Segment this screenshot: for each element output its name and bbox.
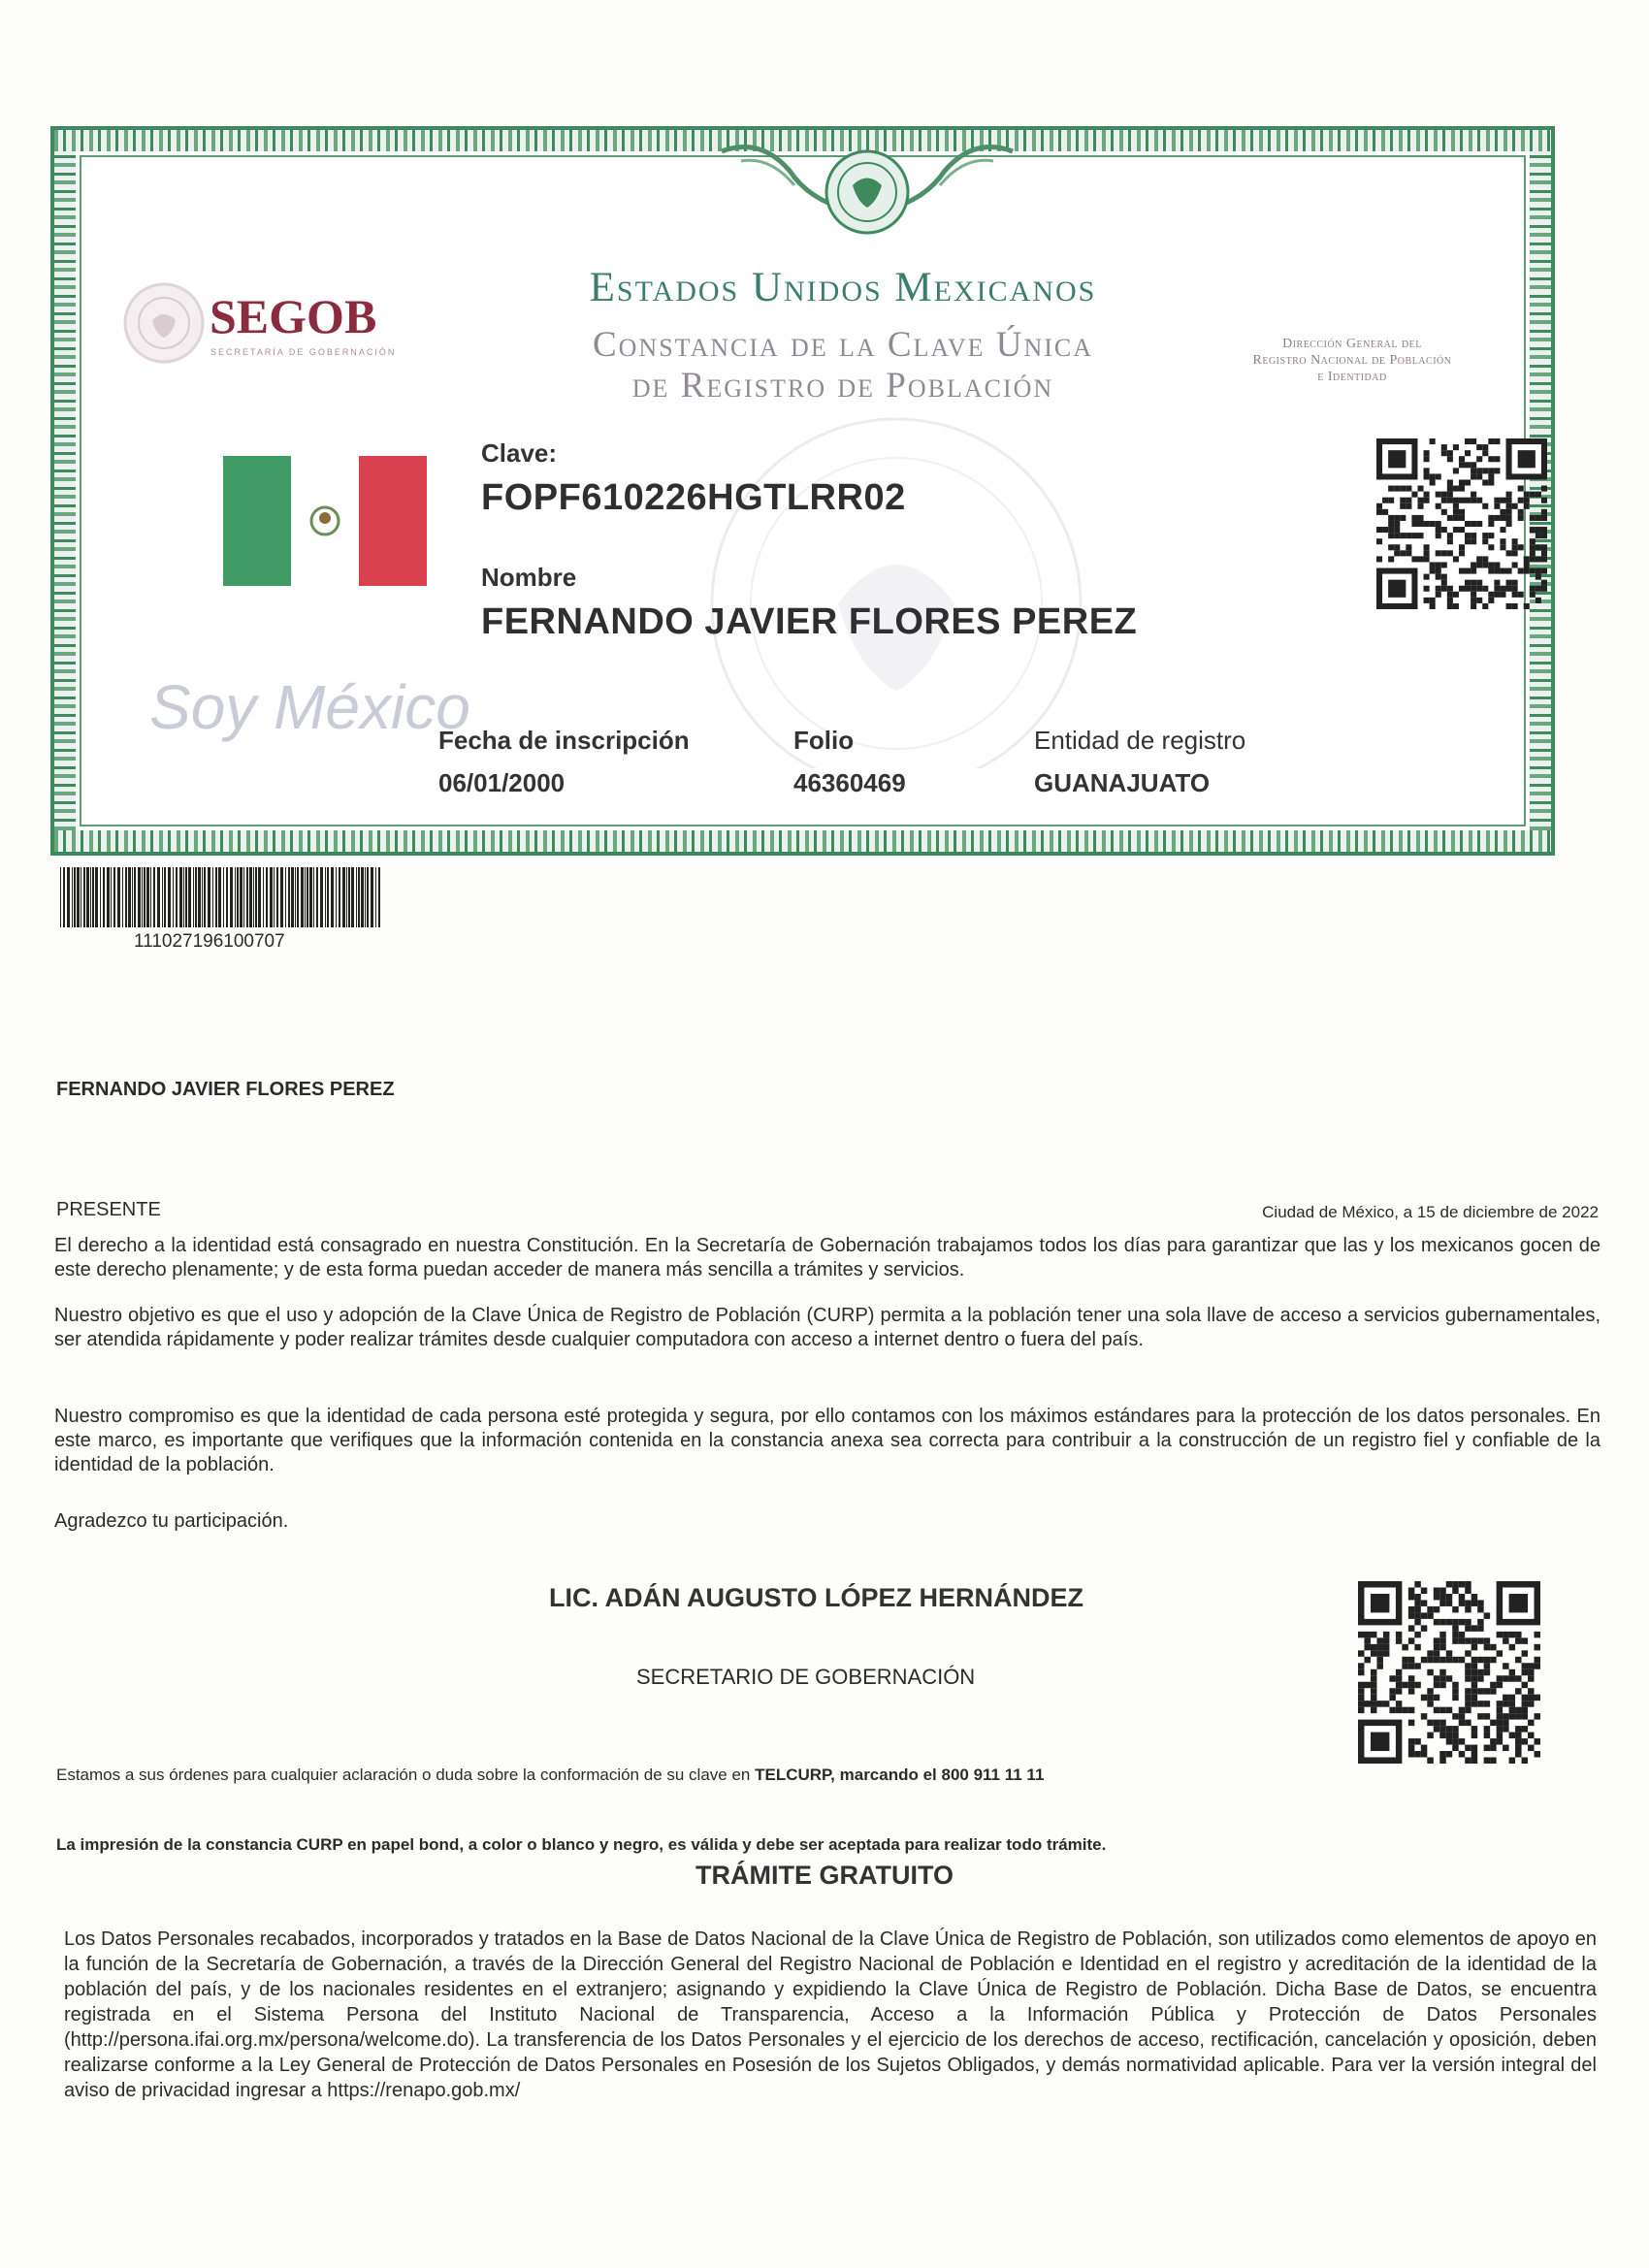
tramite-gratuito: TRÁMITE GRATUITO xyxy=(695,1861,954,1890)
paragraph-3: Nuestro compromiso es que la identidad de cada persona esté protegida y segura, por ello contamos con los máximos estándares para la protección de los datos personales. En este marco, es importante que verifiques que la información contenida en la constancia anexa sea correcta para contribuir a la construcción de un registro fiel y confiable de la identidad de la población. xyxy=(54,1406,1600,1475)
fecha-inscripcion-value: 06/01/2000 xyxy=(438,768,566,797)
contact-text: Estamos a sus órdenes para cualquier aclaración o duda sobre la conformación de su clave en xyxy=(56,1766,756,1784)
letter-qr-code-icon xyxy=(1358,1581,1540,1764)
curp-certificate xyxy=(50,126,1555,856)
agency-line-1: Dirección General del xyxy=(1282,337,1422,351)
signer-name: LIC. ADÁN AUGUSTO LÓPEZ HERNÁNDEZ xyxy=(549,1583,1084,1612)
folio-label: Folio xyxy=(793,726,855,755)
segob-logo-subtitle: SECRETARÍA DE GOBERNACIÓN xyxy=(210,347,397,357)
document-subtitle-line2: de Registro de Población xyxy=(631,366,1054,405)
agency-name xyxy=(1197,336,1507,385)
signer-title: SECRETARIO DE GOBERNACIÓN xyxy=(636,1665,976,1689)
place-and-date: Ciudad de México, a 15 de diciembre de 2022 xyxy=(1262,1203,1599,1221)
certificate-inner xyxy=(80,155,1526,826)
fecha-inscripcion-label: Fecha de inscripción xyxy=(438,726,690,755)
agency-line-3: e Identidad xyxy=(1317,370,1387,384)
segob-logo: SEGOB xyxy=(210,289,377,343)
soy-mexico-watermark: Soy México xyxy=(149,672,470,742)
document-title: Estados Unidos Mexicanos xyxy=(589,265,1097,310)
paragraph-2: Nuestro objetivo es que el uso y adopción de la Clave Única de Registro de Población (CURP) permita a la población tener una sola llave de acceso a servicios gubernamentales, ser atendida rápidamente y poder realizar trámites desde cualquier computadora con acceso a internet dentro o fuera del país. xyxy=(54,1305,1600,1350)
coat-of-arms-emblem-icon xyxy=(702,132,1032,239)
segob-seal-icon xyxy=(120,279,208,367)
entidad-registro-label: Entidad de registro xyxy=(1034,726,1246,755)
watermark-seal-icon xyxy=(644,380,1148,768)
clave-value: FOPF610226HGTLRR02 xyxy=(481,477,906,518)
contact-line xyxy=(56,1766,1044,1785)
agency-line-2: Registro Nacional de Población xyxy=(1252,353,1452,368)
mexican-flag-icon xyxy=(223,456,427,586)
paragraph-4: Agradezco tu participación. xyxy=(54,1510,289,1532)
document-subtitle-line1: Constancia de la Clave Única xyxy=(592,325,1094,365)
certificate-qr-code-icon xyxy=(1376,438,1547,609)
contact-phone: TELCURP, marcando el 800 911 11 11 xyxy=(755,1766,1045,1784)
nombre-value: FERNANDO JAVIER FLORES PEREZ xyxy=(481,601,1138,642)
presente-text: PRESENTE xyxy=(56,1199,161,1220)
guilloche-border-left xyxy=(54,151,76,830)
folio-value: 46360469 xyxy=(793,768,906,797)
privacy-notice: Los Datos Personales recabados, incorporados y tratados en la Base de Datos Nacional de la Clave Única de Registro de Población, son utilizados como elementos de apoyo en la función de la Secretaría de Gobernación, a través de la Dirección General del Registro Nacional de Población e Identidad en el registro y acreditación de la identidad de la población del país, y de los nacionales residentes en el extranjero; asignando y expidiendo la Clave Única de Registro de Población. Dicha Base de Datos, se encuentra registrada en el Sistema Persona del Instituto Nacional de Transparencia, Acceso a la Información Pública y Protección de Datos Personales (http://persona.ifai.org.mx/persona/welcome.do). La transferencia de los Datos Personales y el ejercicio de los derechos de acceso, rectificación, cancelación y oposición, deben realizarse conforme a la Ley General de Protección de Datos Personales en Posesión de los Sujetos Obligados, y demás normatividad aplicable. Para ver la versión integral del aviso de privacidad ingresar a https://renapo.gob.mx/ xyxy=(64,1928,1597,2101)
recipient-name: FERNANDO JAVIER FLORES PEREZ xyxy=(56,1079,395,1100)
barcode-number: 111027196100707 xyxy=(134,931,285,952)
clave-label: Clave: xyxy=(481,438,558,468)
nombre-label: Nombre xyxy=(481,563,577,592)
validity-notice: La impresión de la constancia CURP en papel bond, a color o blanco y negro, es válida y debe ser aceptada para realizar todo trámite. xyxy=(56,1835,1107,1854)
entidad-registro-value: GUANAJUATO xyxy=(1034,768,1211,797)
paragraph-1: El derecho a la identidad está consagrado en nuestra Constitución. En la Secretaría de Gobernación trabajamos todos los días para garantizar que las y los mexicanos gocen de este derecho plenamente; y de esta forma puedan acceder de manera más sencilla a trámites y servicios. xyxy=(54,1235,1600,1280)
guilloche-border-bottom xyxy=(54,830,1551,852)
barcode-icon xyxy=(60,867,386,927)
